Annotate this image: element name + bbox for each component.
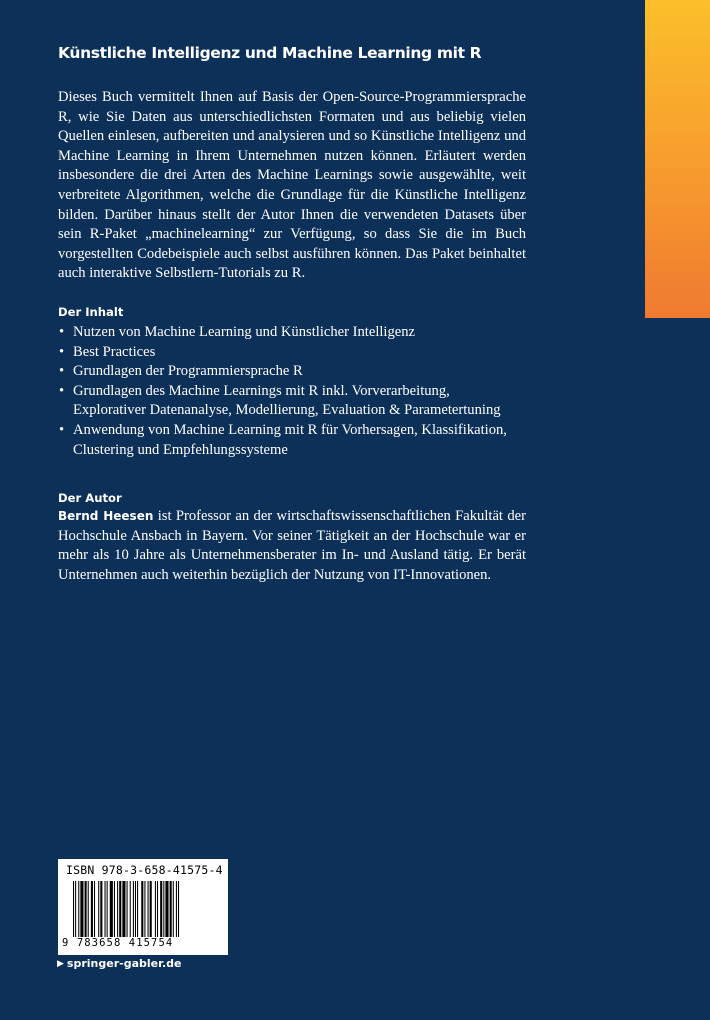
list-item-text: Nutzen von Machine Learning und Künstlicher Intelligenz — [73, 323, 416, 340]
bullet-icon: • — [59, 382, 65, 399]
publisher-website[interactable] — [57, 957, 181, 970]
barcode-digits: 9 783658 415754 — [62, 937, 174, 949]
accent-color-bar — [645, 0, 710, 318]
barcode-bars — [73, 881, 223, 937]
list-item — [58, 362, 526, 382]
bullet-icon: • — [59, 323, 65, 340]
intro-paragraph: Dieses Buch vermittelt Ihnen auf Basis der Open-Source-Programmiersprache R, wie Sie Daten aus unterschiedlichsten Formaten und aus beliebig vielen Quellen einlesen, aufbereiten und analysieren und so Künstliche Intelligenz und Machine Learning in Ihrem Unternehmen nutzen können. Erläutert werden insbesondere die drei Arten des Machine Learnings sowie ausgewählte, weit verbreitete Algorithmen, welche die Grundlage für die Künstliche Intelligenz bilden. Darüber hinaus stellt der Autor Ihnen die verwendeten Datasets über sein R-Paket „machinelearning“ zur Verfügung, so dass Sie die im Buch vorgestellten Codebeispiele auch selbst ausführen können. Das Paket beinhaltet auch interaktive Selbstlern-Tutorials zu R. — [58, 89, 526, 282]
list-item — [58, 421, 526, 460]
list-item-text: Anwendung von Machine Learning mit R für Vorhersagen, Klassifikation, Clustering und Empfehlungssysteme — [73, 421, 507, 458]
author-section — [58, 491, 526, 585]
arrow-right-icon: ▶ — [57, 958, 64, 969]
bullet-icon: • — [59, 421, 65, 438]
list-item — [58, 343, 526, 363]
list-item — [58, 323, 526, 343]
author-name: Bernd Heesen — [58, 509, 154, 524]
list-item-text: Grundlagen der Programmiersprache R — [73, 363, 303, 380]
book-title: Künstliche Intelligenz und Machine Learning mit R — [58, 44, 482, 62]
bullet-icon: • — [59, 343, 65, 360]
contents-heading: Der Inhalt — [58, 304, 124, 319]
isbn-label: ISBN 978-3-658-41575-4 — [66, 863, 223, 877]
contents-section — [58, 305, 526, 460]
list-item-text: Grundlagen des Machine Learnings mit R inkl. Vorverarbeitung, Explorativer Datenanalyse, Modellierung, Evaluation & Parametertuning — [73, 382, 501, 419]
contents-list — [58, 323, 526, 460]
website-url[interactable]: springer-gabler.de — [66, 957, 182, 970]
author-heading: Der Autor — [58, 491, 122, 506]
author-paragraph — [58, 507, 526, 585]
list-item — [58, 382, 526, 421]
list-item-text: Best Practices — [73, 343, 156, 360]
back-cover-content — [58, 40, 526, 585]
author-bio: ist Professor an der wirtschaftswissenschaftlichen Fakultät der Hochschule Ansbach in Bayern. Vor seiner Tätigkeit an der Hochschule war er mehr als 10 Jahre als Unternehmensberater im In- und Ausland tätig. Er berät Unternehmen auch weiterhin bezüglich der Nutzung von IT-Innovationen. — [58, 508, 526, 583]
isbn-barcode — [57, 858, 229, 956]
bullet-icon: • — [59, 363, 65, 380]
